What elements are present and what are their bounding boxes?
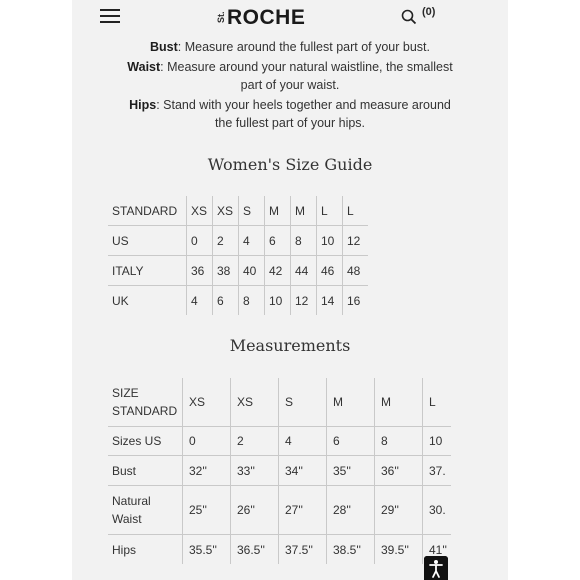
- size-cell: 16: [347, 293, 361, 308]
- measurement-cell: [423, 486, 452, 535]
- size-cell: 48: [343, 256, 369, 286]
- measurement-cell: [231, 535, 279, 565]
- measurement-cell: [231, 486, 279, 535]
- size-guide-row: [108, 226, 368, 256]
- measurement-cell: [375, 456, 423, 486]
- measurement-value: 39.5'': [381, 542, 409, 557]
- size-cell: 40: [239, 256, 265, 286]
- size-guide-row: [108, 256, 368, 286]
- measurement-value: 36.5'': [237, 542, 265, 557]
- measurement-cell: [375, 535, 423, 565]
- measurement-value: 32'': [189, 463, 207, 478]
- measurement-cell: [423, 427, 452, 456]
- measurement-value: 28'': [333, 503, 351, 517]
- measurement-value: L: [429, 395, 436, 409]
- row-header-cell: [108, 486, 183, 535]
- row-header-cell: [108, 427, 183, 456]
- size-cell: 12: [291, 286, 317, 316]
- measurement-cell: [327, 427, 375, 456]
- size-cell: 44: [291, 256, 317, 286]
- measurement-value: 8: [381, 434, 388, 448]
- size-cell: 38: [213, 256, 239, 286]
- size-cell: XS: [213, 196, 239, 226]
- measurement-value: 36'': [381, 463, 399, 478]
- cart-count[interactable]: (0): [422, 6, 436, 18]
- size-cell: M: [291, 196, 317, 226]
- measurement-value: M: [333, 395, 343, 409]
- measurement-value: 10: [429, 434, 443, 448]
- size-guide-row: [108, 286, 368, 316]
- size-cell: L: [317, 196, 343, 226]
- accessibility-icon[interactable]: [424, 556, 448, 580]
- row-header-cell: STANDARD: [108, 196, 187, 226]
- row-header-cell: [108, 378, 183, 427]
- size-cell: 10: [265, 286, 291, 316]
- measurement-cell: [327, 486, 375, 535]
- size-cell: 6: [265, 226, 291, 256]
- size-cell: 14: [317, 286, 343, 316]
- measurement-cell: [375, 378, 423, 427]
- hips-text-2: the fullest part of your hips.: [214, 116, 366, 130]
- page: [72, 0, 508, 580]
- measurement-value: 4: [285, 434, 292, 448]
- row-header-line: Bust: [112, 463, 137, 478]
- size-cell: 36: [187, 256, 213, 286]
- measurements-row: [108, 427, 451, 456]
- measurement-cell: [375, 486, 423, 535]
- measurements-row: [108, 456, 451, 486]
- measurement-value: 6: [333, 434, 340, 448]
- measurement-value: 38.5'': [333, 542, 361, 557]
- measurement-cell: [183, 378, 231, 427]
- size-cell: 42: [265, 256, 291, 286]
- measurements-title: Measurements: [229, 336, 351, 355]
- size-cell: XS: [187, 196, 213, 226]
- bust-text: : Measure around the fullest part of your bust.: [177, 40, 430, 54]
- size-cell: 2: [213, 226, 239, 256]
- measurement-cell: [183, 427, 231, 456]
- measurement-value: 37.5'': [285, 542, 313, 557]
- measurements-row: [108, 378, 451, 427]
- measurements-row: [108, 486, 451, 535]
- size-cell: 46: [317, 256, 343, 286]
- measurement-value: 34'': [285, 463, 303, 478]
- size-cell: 0: [187, 226, 213, 256]
- size-cell: 4: [187, 286, 213, 316]
- size-cell: M: [265, 196, 291, 226]
- hamburger-menu-icon[interactable]: [100, 9, 120, 23]
- measurements-table: [108, 378, 451, 564]
- measurement-cell: [231, 378, 279, 427]
- row-header-line: Natural: [112, 494, 151, 508]
- site-logo[interactable]: [216, 4, 305, 32]
- waist-label: Waist: [127, 60, 161, 74]
- size-guide-table: [108, 196, 368, 315]
- size-cell: 6: [213, 286, 239, 316]
- measurement-cell: [327, 535, 375, 565]
- logo-main-text: ROCHE: [227, 6, 306, 29]
- measurements-row: [108, 535, 451, 565]
- measurement-value: 26'': [237, 503, 255, 517]
- row-header-line: SIZE: [112, 386, 139, 400]
- size-cell: 8: [291, 226, 317, 256]
- measurement-value: 35'': [333, 463, 351, 478]
- measurement-value: XS: [189, 395, 206, 409]
- logo-small-text: St.: [216, 11, 226, 23]
- measurement-cell: [327, 456, 375, 486]
- measurement-value: 29'': [381, 503, 399, 517]
- measurement-value: 33'': [237, 463, 255, 478]
- measurement-value: 37.: [429, 463, 446, 478]
- measurement-value: 25'': [189, 503, 207, 517]
- row-header-cell: US: [108, 226, 187, 256]
- measurement-cell: [231, 456, 279, 486]
- site-header: [72, 0, 508, 36]
- measurement-cell: [279, 486, 327, 535]
- row-header-line: Hips: [112, 542, 137, 557]
- measurement-value: 41'': [429, 542, 447, 557]
- row-header-cell: [108, 456, 183, 486]
- measurement-value: 2: [237, 434, 244, 448]
- hips-label: Hips: [129, 98, 157, 112]
- measurement-value: 27'': [285, 503, 303, 517]
- measurement-value: XS: [237, 395, 254, 409]
- size-cell: 4: [239, 226, 265, 256]
- measurement-cell: [183, 456, 231, 486]
- bust-label: Bust: [149, 40, 178, 54]
- measurement-cell: [183, 535, 231, 565]
- row-header-cell: ITALY: [108, 256, 187, 286]
- measurement-cell: [423, 378, 452, 427]
- size-guide-title: Women's Size Guide: [207, 155, 373, 174]
- waist-text-1: : Measure around your natural waistline, the smallest: [160, 60, 453, 74]
- measurement-value: 35.5'': [189, 542, 217, 557]
- measurement-value: 30.: [429, 503, 446, 517]
- row-header-line: Waist: [112, 512, 142, 526]
- waist-text-2: part of your waist.: [240, 78, 340, 92]
- search-icon[interactable]: [401, 9, 417, 25]
- size-guide-row: [108, 196, 368, 226]
- measurement-cell: [279, 456, 327, 486]
- row-header-line: STANDARD: [112, 404, 178, 418]
- measurement-value: M: [381, 395, 391, 409]
- row-header-line: Sizes US: [112, 434, 162, 448]
- size-cell: L: [343, 196, 369, 226]
- row-header-cell: [108, 535, 183, 565]
- size-cell: 12: [343, 226, 369, 256]
- measurement-cell: [279, 378, 327, 427]
- hips-instruction: [72, 96, 508, 132]
- measurement-cell: [279, 535, 327, 565]
- bust-instruction: [72, 38, 508, 56]
- measurement-cell: [183, 486, 231, 535]
- row-header-cell: UK: [108, 286, 187, 316]
- measurement-cell: [423, 456, 452, 486]
- size-cell: S: [239, 196, 265, 226]
- measurement-cell: [279, 427, 327, 456]
- waist-instruction: [72, 58, 508, 94]
- hips-text-1: : Stand with your heels together and measure around: [156, 98, 451, 112]
- size-cell: 10: [317, 226, 343, 256]
- size-cell: 8: [239, 286, 265, 316]
- measurement-cell: [231, 427, 279, 456]
- measurement-cell: [375, 427, 423, 456]
- measurement-cell: [327, 378, 375, 427]
- measurement-value: 0: [189, 434, 196, 448]
- measurement-value: S: [285, 395, 294, 409]
